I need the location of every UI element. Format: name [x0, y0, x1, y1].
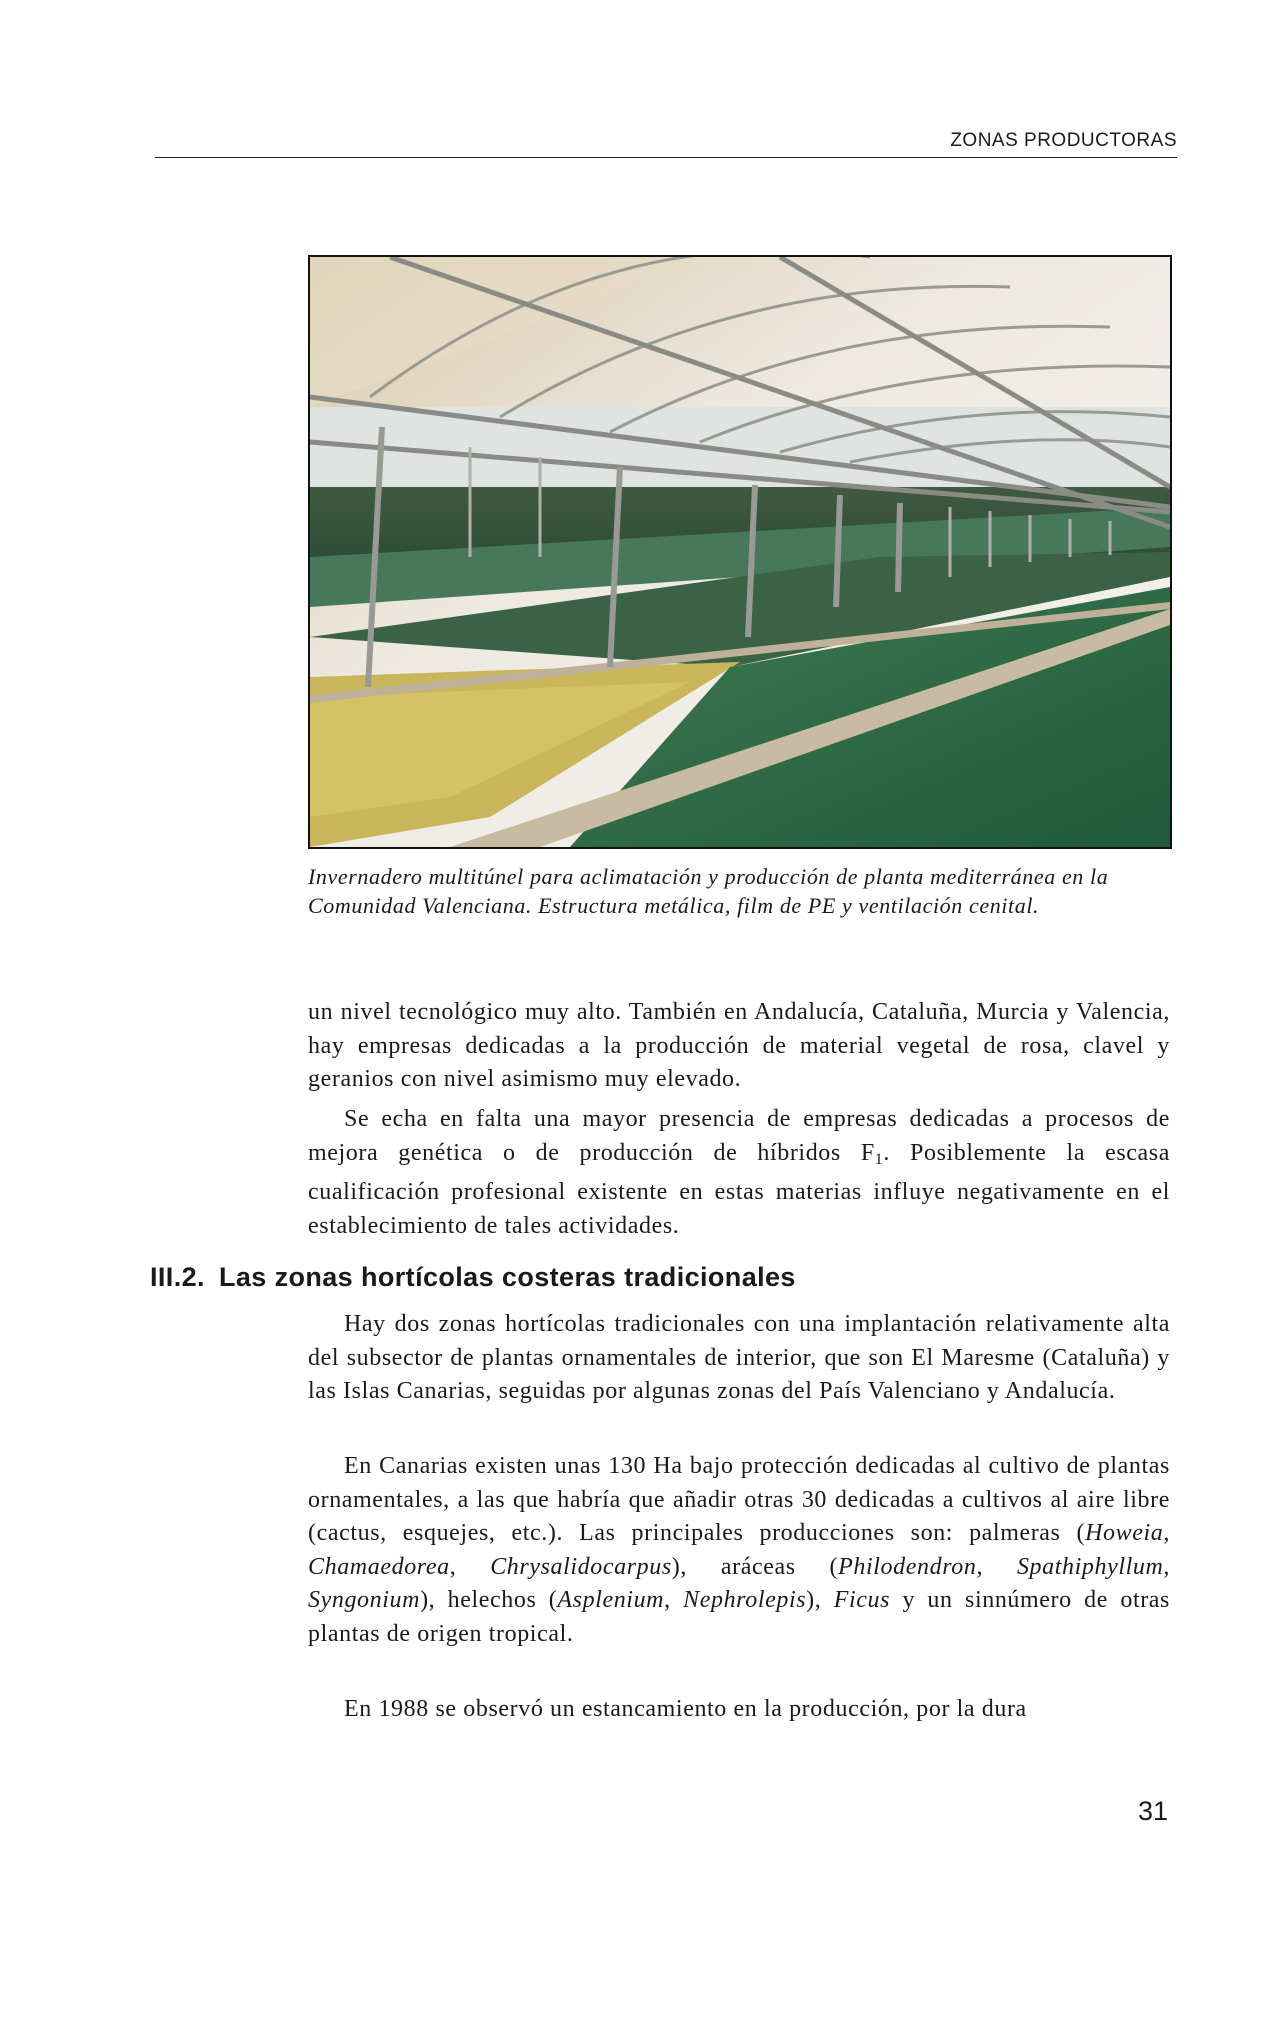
p4-text-8: ,	[664, 1587, 684, 1613]
p4-genus-8: Nephrolepis	[683, 1587, 807, 1613]
p4-text-7: ), helechos (	[420, 1587, 558, 1613]
page-number: 31	[1137, 1796, 1168, 1826]
p4-genus-1: Howeia	[1085, 1520, 1164, 1546]
paragraph-1: un nivel tecnológico muy alto. También en Andalucía, Cataluña, Murcia y Valencia, hay empresas dedicadas a la producción de material vegetal de rosa, clavel y geranios con nivel asimismo muy elevado.	[308, 999, 1170, 1092]
paragraph-3: Hay dos zonas hortícolas tradicionales con una implantación relativamente alta del subsector de plantas ornamentales de interior, que son El Maresme (Cataluña) y las Islas Canarias, seguidas por algunas zonas del País Valenciano y Andalucía.	[308, 1311, 1170, 1404]
p4-genus-7: Asplenium	[557, 1587, 665, 1613]
greenhouse-photo	[308, 255, 1172, 849]
p4-text-1: En Canarias existen unas 130 Ha bajo protección dedicadas al cultivo de plantas ornamentales, a las que habría que añadir otras 30 dedicadas a cultivos al aire libre (cactus, esquejes, etc.). Las principales producciones son: palmeras (	[308, 1453, 1170, 1546]
paragraph-2-text-a: Se echa en falta una mayor presencia de empresas dedicadas a procesos de mejora genética o de producción de híbridos F	[308, 1106, 1170, 1166]
p4-text-3: ,	[449, 1553, 491, 1580]
paragraph-2-text-b: . Posiblemente la escasa cualificación profesional existente en estas materias influye negativamente en el establecimiento de tales actividades.	[308, 1139, 1170, 1239]
p4-text-6: ,	[1163, 1553, 1171, 1580]
section-title: Las zonas hortícolas costeras tradicionales	[218, 1262, 796, 1292]
p4-text-5: ,	[976, 1553, 1017, 1580]
p4-genus-4: Philodendron	[838, 1553, 977, 1580]
figure-caption: Invernadero multitúnel para aclimatación y producción de planta mediterránea en la Comunidad Valenciana. Estructura metálica, film de PE y ventilación cenital.	[308, 864, 1109, 918]
paragraph-5: En 1988 se observó un estancamiento en la producción, por la dura	[344, 1696, 1027, 1722]
running-head: ZONAS PRODUCTORAS	[950, 130, 1177, 151]
p4-text-4: ), aráceas (	[671, 1553, 839, 1580]
paragraph-2	[308, 1103, 1170, 1243]
p4-genus-6: Syngonium	[308, 1587, 421, 1613]
p4-text-2: ,	[1163, 1520, 1170, 1546]
p4-genus-9: Ficus	[833, 1587, 891, 1613]
section-heading	[150, 1262, 796, 1293]
paragraph-4	[308, 1450, 1170, 1651]
p4-genus-5: Spathiphyllum	[1016, 1553, 1164, 1580]
p4-genus-3: Chrysalidocarpus	[490, 1553, 672, 1580]
section-number: III.2.	[150, 1262, 205, 1292]
p4-text-9: ),	[806, 1587, 834, 1613]
header-rule	[155, 157, 1177, 158]
subscript-1: 1	[874, 1150, 884, 1168]
p4-genus-2: Chamaedorea	[308, 1553, 450, 1580]
p4-text-10: y un sinnúmero de otras plantas de origen tropical.	[308, 1587, 1171, 1647]
